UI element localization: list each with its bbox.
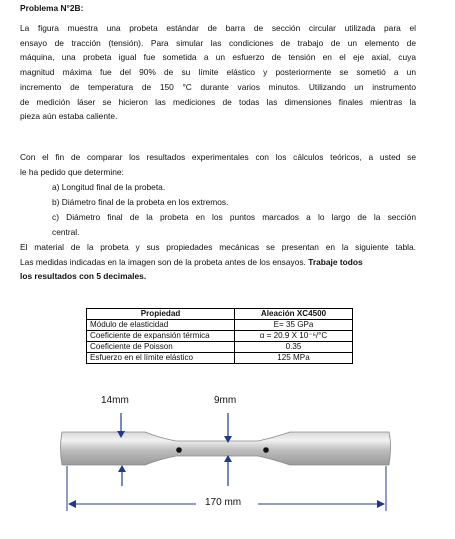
- marked-point: [263, 447, 269, 453]
- arrow-head: [68, 500, 76, 508]
- intro-line: ensayo de tracción (tensión). Para simular las condiciones de trabajo de un elemento de: [20, 37, 416, 48]
- request-paragraph: [20, 150, 416, 179]
- list-item-text: b) Diámetro final de la probeta en los extremos.: [52, 197, 229, 207]
- material-paragraph: [20, 240, 416, 284]
- specimen-diagram: [0, 386, 455, 534]
- specimen-figure: [0, 386, 455, 534]
- material-bold-text: Trabaje todos: [308, 256, 363, 267]
- table-row: [87, 342, 353, 353]
- material-line: El material de la probeta y sus propiedades mecánicas se presentan en la siguiente tabla.: [20, 242, 416, 252]
- table-cell: 0.35: [235, 342, 353, 353]
- diameter-label-ends: 14mm: [101, 395, 129, 406]
- material-line: [20, 255, 416, 270]
- table-row: [87, 331, 353, 342]
- table-header: Aleación XC4500: [235, 309, 353, 320]
- table-cell: Coeficiente de Poisson: [87, 342, 235, 353]
- list-item-a: [52, 180, 416, 195]
- list-item-c: [52, 210, 416, 239]
- intro-line: máquina, una probeta igual fue sometida a un esfuerzo de tensión en el eje axial, cuya: [20, 52, 416, 63]
- arrow-head: [118, 465, 126, 472]
- intro-line: de medición láser se hicieron las mediciones de todas las dimensiones finales mientras la: [20, 96, 416, 107]
- table-row: [87, 320, 353, 331]
- diameter-label-center: 9mm: [214, 395, 237, 406]
- table-header-row: [87, 309, 353, 320]
- list-item-text: a) Longitud final de la probeta.: [52, 182, 166, 192]
- list-item-b: [52, 195, 416, 210]
- table-cell: α = 20.9 X 10⁻⁶/°C: [235, 331, 353, 342]
- intro-line: incremento de temperatura de 150 °C durante varios minutos. Utilizando un instrumento: [20, 81, 416, 92]
- table-cell: 125 MPa: [235, 353, 353, 364]
- table-cell: Coeficiente de expansión térmica: [87, 331, 235, 342]
- length-label: 170 mm: [205, 497, 242, 508]
- request-line: Con el fin de comparar los resultados experimentales con los cálculos teóricos, a usted se: [20, 152, 416, 162]
- table-cell: Módulo de elasticidad: [87, 320, 235, 331]
- problem-title: Problema N°2B:: [20, 3, 84, 13]
- table-cell: Esfuerzo en el límite elástico: [87, 353, 235, 364]
- request-line: le ha pedido que determine:: [20, 166, 124, 177]
- intro-line: magnitud máxima fue del 90% de su límite elástico y posteriormente se sometió a un: [20, 67, 416, 78]
- intro-line: La figura muestra una probeta estándar de barra de sección circular utilizada para el: [20, 23, 416, 33]
- table-header: Propiedad: [87, 309, 235, 320]
- material-bold-line: los resultados con 5 decimales.: [20, 271, 147, 282]
- material-line-text: Las medidas indicadas en la imagen son de la probeta antes de los ensayos.: [20, 256, 309, 267]
- properties-table: [86, 308, 353, 364]
- table-row: [87, 353, 353, 364]
- intro-paragraph: [20, 21, 416, 124]
- intro-line: pieza aún estaba caliente.: [20, 111, 118, 122]
- list-item-text: c) Diámetro final de la probeta en los puntos marcados a lo largo de la sección: [52, 212, 416, 222]
- marked-point: [176, 447, 182, 453]
- list-item-text: central.: [52, 226, 80, 237]
- arrow-head: [377, 500, 385, 508]
- table-cell: E= 35 GPa: [235, 320, 353, 331]
